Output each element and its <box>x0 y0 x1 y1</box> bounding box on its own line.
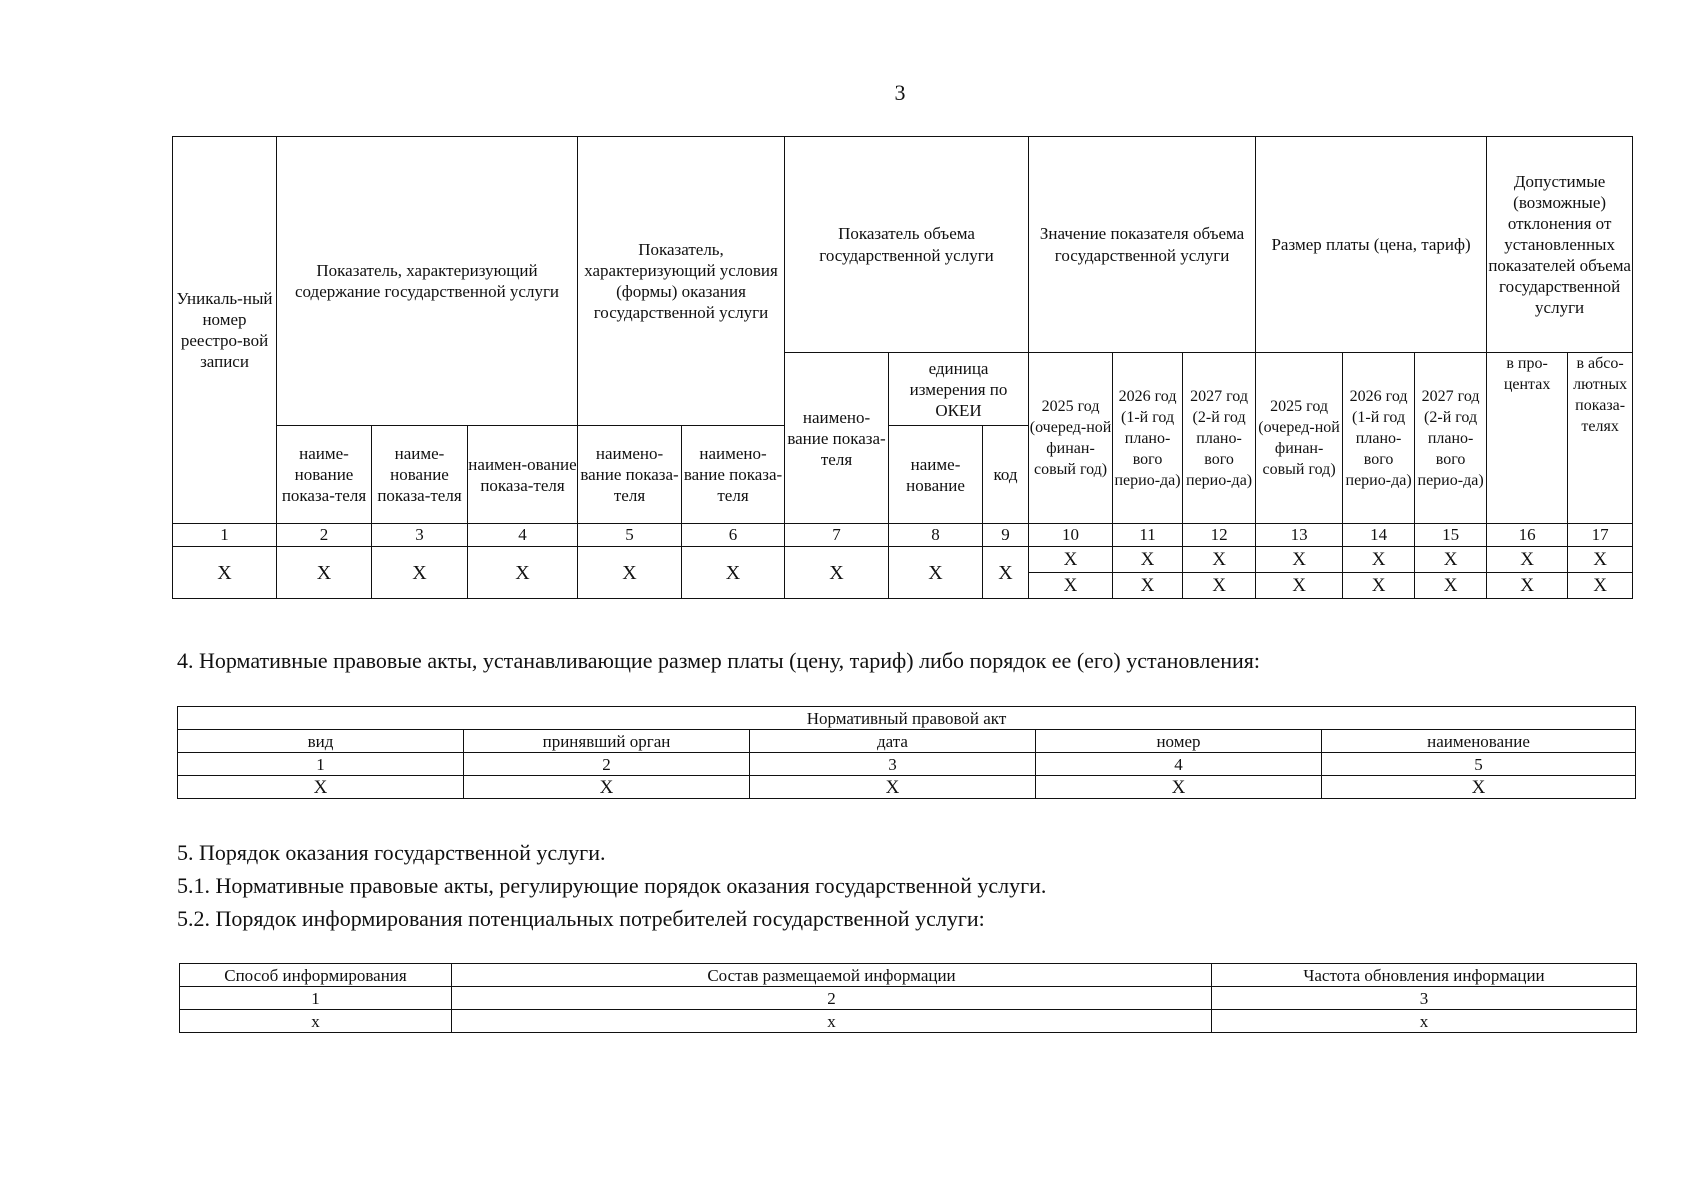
x-cell: X <box>682 547 785 599</box>
header-year-2025-value: 2025 год (очеред-ной финан-совый год) <box>1029 353 1113 524</box>
header-year-2027-price: 2027 год (2-й год плано-вого перио-да) <box>1415 353 1487 524</box>
col-number: 14 <box>1343 524 1415 547</box>
section-5-1-title: 5.1. Нормативные правовые акты, регулирующие порядок оказания государственной услуги. <box>177 873 1047 898</box>
col-informing-method: Способ информирования <box>180 964 452 987</box>
x-cell: X <box>1183 547 1256 573</box>
header-year-2027-value: 2027 год (2-й год плано-вого перио-да) <box>1183 353 1256 524</box>
service-volume-table <box>172 136 1633 599</box>
x-cell: X <box>1322 776 1636 799</box>
col-number: 1 <box>178 753 464 776</box>
col-number: 17 <box>1568 524 1633 547</box>
x-cell: X <box>173 547 277 599</box>
x-cell: X <box>1029 547 1113 573</box>
x-cell: X <box>468 547 578 599</box>
section-5-title: 5. Порядок оказания государственной услуги. <box>177 840 606 865</box>
section-4-title: 4. Нормативные правовые акты, устанавливающие размер платы (цену, тариф) либо порядок ее (его) установления: <box>177 648 1261 673</box>
header-indicator-name-3: наиме-нование показа-теля <box>372 426 468 524</box>
col-number: 2 <box>277 524 372 547</box>
col-number: 12 <box>1183 524 1256 547</box>
col-number: 2 <box>452 987 1212 1010</box>
header-price: Размер платы (цена, тариф) <box>1256 137 1487 353</box>
header-unit-code: код <box>983 426 1029 524</box>
x-cell: X <box>1183 573 1256 599</box>
x-cell: X <box>889 547 983 599</box>
x-cell: X <box>178 776 464 799</box>
header-year-2025-price: 2025 год (очеред-ной финан-совый год) <box>1256 353 1343 524</box>
section-5-2-title: 5.2. Порядок информирования потенциальных потребителей государственной услуги: <box>177 906 985 931</box>
col-number: 3 <box>372 524 468 547</box>
x-cell: X <box>1343 573 1415 599</box>
col-number: 11 <box>1113 524 1183 547</box>
x-cell: X <box>1113 547 1183 573</box>
x-cell: x <box>1212 1010 1637 1033</box>
header-indicator-name-7: наимено-вание показа-теля <box>785 353 889 524</box>
x-cell: X <box>1256 547 1343 573</box>
header-okei-unit: единица измерения по ОКЕИ <box>889 353 1029 426</box>
x-cell: X <box>1036 776 1322 799</box>
x-cell: X <box>578 547 682 599</box>
col-date: дата <box>750 730 1036 753</box>
col-number: 8 <box>889 524 983 547</box>
col-update-frequency: Частота обновления информации <box>1212 964 1637 987</box>
col-number: 4 <box>468 524 578 547</box>
header-year-2026-value: 2026 год (1-й год плано-вого перио-да) <box>1113 353 1183 524</box>
col-type: вид <box>178 730 464 753</box>
col-number: 4 <box>1036 753 1322 776</box>
col-number: 2 <box>464 753 750 776</box>
header-unique-number: Уникаль-ный номер реестро-вой записи <box>173 137 277 524</box>
header-content-indicator: Показатель, характеризующий содержание государственной услуги <box>277 137 578 426</box>
x-cell: X <box>785 547 889 599</box>
col-info-content: Состав размещаемой информации <box>452 964 1212 987</box>
col-number: 5 <box>578 524 682 547</box>
x-cell: X <box>1029 573 1113 599</box>
col-number: 7 <box>785 524 889 547</box>
col-number: 16 <box>1487 524 1568 547</box>
x-cell: X <box>1343 547 1415 573</box>
col-title: наименование <box>1322 730 1636 753</box>
x-cell: X <box>1415 573 1487 599</box>
x-cell: X <box>1568 573 1633 599</box>
x-cell: X <box>372 547 468 599</box>
header-indicator-name-5: наимено-вание показа-теля <box>578 426 682 524</box>
x-cell: X <box>464 776 750 799</box>
x-cell: X <box>1568 547 1633 573</box>
header-deviation: Допустимые (возможные) отклонения от установленных показателей объема государственной услуги <box>1487 137 1633 353</box>
x-cell: X <box>1415 547 1487 573</box>
col-number: 13 <box>1256 524 1343 547</box>
col-number: 1 <box>173 524 277 547</box>
col-number-label: номер <box>1036 730 1322 753</box>
header-in-absolute: в абсо-лютных показа-телях <box>1568 353 1633 524</box>
x-cell: X <box>1487 573 1568 599</box>
header-indicator-name-4: наимен-ование показа-теля <box>468 426 578 524</box>
col-number: 1 <box>180 987 452 1010</box>
header-unit-name: наиме-нование <box>889 426 983 524</box>
header-volume-value: Значение показателя объема государственной услуги <box>1029 137 1256 353</box>
header-indicator-name-6: наимено-вание показа-теля <box>682 426 785 524</box>
page-number: 3 <box>894 80 906 105</box>
col-issuing-body: принявший орган <box>464 730 750 753</box>
x-cell: x <box>452 1010 1212 1033</box>
col-number: 6 <box>682 524 785 547</box>
header-conditions-indicator: Показатель, характеризующий условия (формы) оказания государственной услуги <box>578 137 785 426</box>
col-number: 15 <box>1415 524 1487 547</box>
header-indicator-name-2: наиме-нование показа-теля <box>277 426 372 524</box>
legal-acts-price-table <box>177 706 1636 799</box>
col-number: 3 <box>750 753 1036 776</box>
col-number: 10 <box>1029 524 1113 547</box>
x-cell: X <box>750 776 1036 799</box>
header-year-2026-price: 2026 год (1-й год плано-вого перио-да) <box>1343 353 1415 524</box>
x-cell: X <box>983 547 1029 599</box>
col-number: 5 <box>1322 753 1636 776</box>
informing-table <box>179 963 1637 1033</box>
x-cell: X <box>277 547 372 599</box>
x-cell: X <box>1487 547 1568 573</box>
col-number: 3 <box>1212 987 1637 1010</box>
legal-act-header: Нормативный правовой акт <box>178 707 1636 730</box>
x-cell: X <box>1256 573 1343 599</box>
x-cell: x <box>180 1010 452 1033</box>
col-number: 9 <box>983 524 1029 547</box>
x-cell: X <box>1113 573 1183 599</box>
header-in-percent: в про-центах <box>1487 353 1568 524</box>
header-volume-indicator: Показатель объема государственной услуги <box>785 137 1029 353</box>
